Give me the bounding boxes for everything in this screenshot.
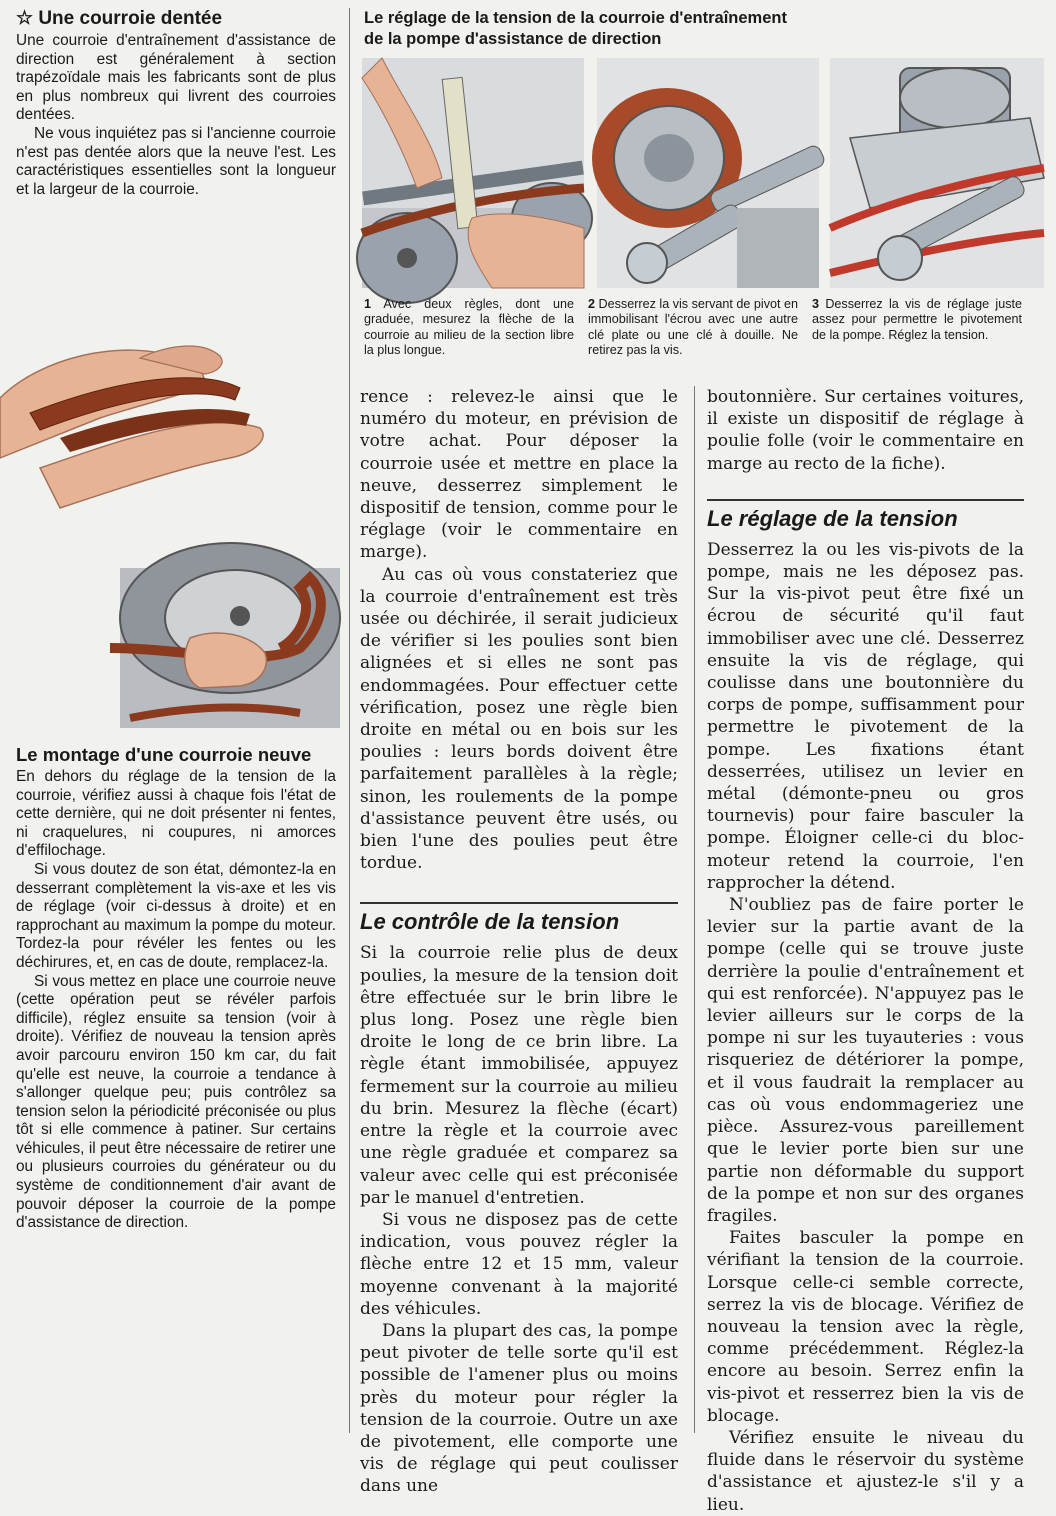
paragraph: Si vous mettez en place une courroie neuve (cette opération peut se révéler parfois difficile), réglez ensuite sa tension (voir à droite). Vérifiez de nouveau la tension après avoir parcouru environ 150 km car, du fait qu'elle est neuve, la courroie a tendance à s'allonger quelque peu; puis contrôlez sa tension selon la périodicité préconisée ou plus tôt si elle commence à patiner. Sur certains véhicules, il peut être nécessaire de retirer une ou plusieurs courroies du générateur ou du système de conditionnement d'air avant de pouvoir déposer la courroie de la pompe d'assistance de direction. (16, 972, 336, 1232)
paragraph: Ne vous inquiétez pas si l'ancienne courroie n'est pas dentée alors que la neuve l'est. Les caractéristiques essentielles sont la longueur et la largeur de la courroie. (16, 124, 336, 198)
step-2-illustration (597, 58, 819, 288)
photo-captions (364, 297, 1024, 359)
courroie-dentee-text (16, 32, 336, 199)
step-3-illustration (830, 58, 1044, 288)
montage-section (16, 744, 336, 1233)
courroie-dentee-title: ☆ Une courroie dentée (16, 8, 223, 29)
paragraph: En dehors du réglage de la tension de la courroie, vérifiez aussi à chaque fois l'état de cette dernière, qui ne doit présenter ni fentes, ni craquelures, ni coupures, ni amorces d'effilochage. (16, 768, 336, 860)
paragraph: Si vous ne disposez pas de cette indication, vous pouvez régler la flèche entre 12 et 15 mm, valeur moyenne convenant à la majorité des véhicules. (360, 1209, 678, 1319)
photo-block-title-line2: de la pompe d'assistance de direction (364, 30, 662, 48)
montage-title: Le montage d'une courroie neuve (16, 744, 312, 765)
paragraph: Vérifiez ensuite le niveau du fluide dans le réservoir du système d'assistance et ajustez-le s'il y a lieu. (707, 1427, 1024, 1515)
photo-block-title-line1: Le réglage de la tension de la courroie d'entraînement (364, 9, 787, 27)
paragraph: Si vous doutez de son état, démontez-la en desserrant complètement la vis-axe et les vis de réglage (voir ci-dessus à droite) et en rapprochant au maximum la pompe du moteur. Tordez-la pour révéler les fentes ou les déchirures, et, en cas de doute, remplacez-la. (16, 860, 336, 971)
column-rule-2 (694, 386, 695, 1433)
caption-3: 3 Desserrez la vis de réglage juste assez pour permettre le pivotement de la pompe. Réglez la tension. (812, 297, 1022, 342)
column-rule-1 (349, 8, 350, 1433)
belt-inspection-illustration (0, 318, 340, 738)
paragraph: Si la courroie relie plus de deux poulies, la mesure de la tension doit être effectuée sur le brin libre le plus long. Posez une règle bien droite le long de ce brin libre. La règle étant immobilisée, appuyez fermement sur la courroie au milieu du brin. Mesurez la flèche (écart) entre la règle et la courroie avec une règle graduée et comparez sa valeur avec celle qui est préconisée par le manuel d'entretien. (360, 943, 678, 1208)
paragraph: rence : relevez-le ainsi que le numéro du moteur, en prévision de votre achat. Pour déposer la courroie usée et mettre en place la neuve, desserrez simplement le dispositif de tension, comme pour le réglage (voir le commentaire en marge). (360, 387, 678, 563)
reglage-title: Le réglage de la tension (707, 499, 1024, 533)
montage-text (16, 768, 336, 1233)
middle-column (360, 386, 678, 1498)
caption-number: 3 (812, 297, 820, 311)
paragraph: N'oubliez pas de faire porter le levier sur la partie avant de la pompe (celle qui se trouve juste derrière la poulie d'entraînement et qui est renforcée). N'appuyez pas le levier ailleurs sur le corps de la pompe ni sur les tuyauteries : vous risqueriez de détériorer la pompe, et il vous faudrait la remplacer au cas où vous endommageriez une pièce. Assurez-vous pareillement que le levier porte bien sur une partie non déformable du support de la pompe et non sur des organes fragiles. (707, 895, 1024, 1226)
paragraph: boutonnière. Sur certaines voitures, il existe un dispositif de réglage à poulie folle (voir le commentaire en marge au recto de la fiche). (707, 387, 1024, 474)
paragraph: Faites basculer la pompe en vérifiant la tension de la courroie. Lorsque celle-ci semble correcte, serrez la vis de blocage. Vérifiez de nouveau la tension avec la règle, comme précédemment. Réglez-la encore au besoin. Serrez enfin la vis-pivot et resserrez bien la vis de blocage. (707, 1228, 1024, 1426)
photo-block-header (364, 8, 1044, 50)
star-icon: ☆ (16, 8, 34, 29)
paragraph: Une courroie d'entraînement d'assistance de direction est généralement à section trapézoïdale mais les fabricants sont de plus en plus nombreux qui livrent des courroies dentées. (16, 32, 336, 124)
paragraph: Au cas où vous constateriez que la courroie d'entraînement est très usée ou déchirée, il serait judicieux de vérifier si les poulies sont bien alignées et si elles ne sont pas endommagées. Pour effectuer cette vérification, posez une règle bien droite en métal ou en bois sur les poulies : leurs bords doivent être parfaitement parallèles à la règle; sinon, les roulements de la pompe d'assistance peuvent être usés, ou bien l'une des poulies peut être tordue. (360, 564, 678, 874)
controle-title: Le contrôle de la tension (360, 902, 678, 936)
step-1-illustration (362, 58, 584, 288)
paragraph: Desserrez la ou les vis-pivots de la pompe, mais ne les déposez pas. Sur la vis-pivot peut être fixé un écrou de sécurité qu'il faut immobiliser avec une clé. Desserrez ensuite la vis de réglage, qui coulisse dans une boutonnière du corps de pompe, suffisamment pour permettre le pivotement de la pompe. Les fixations étant desserrées, utilisez un levier en métal (démonte-pneu ou gros tournevis) pour faire basculer la pompe. Éloigner celle-ci du bloc-moteur retend la courroie, l'en rapprocher la détend. (707, 539, 1024, 893)
right-column (707, 386, 1024, 1516)
caption-number: 1 (364, 297, 372, 311)
left-column (16, 8, 336, 199)
paragraph: Dans la plupart des cas, la pompe peut pivoter de telle sorte qu'il est possible de l'amener plus ou moins près du moteur pour régler la tension de la courroie. Outre un axe de pivotement, elle comporte une vis de réglage qui peut coulisser dans une (360, 1320, 678, 1497)
caption-number: 2 (588, 297, 596, 311)
caption-2: 2 Desserrez la vis servant de pivot en immobilisant l'écrou avec une autre clé plate ou une clé à douille. Ne retirez pas la vis. (588, 297, 799, 358)
caption-1: 1 Avec deux règles, dont une graduée, mesurez la flèche de la courroie au milieu de la section libre la plus longue. (364, 297, 574, 358)
